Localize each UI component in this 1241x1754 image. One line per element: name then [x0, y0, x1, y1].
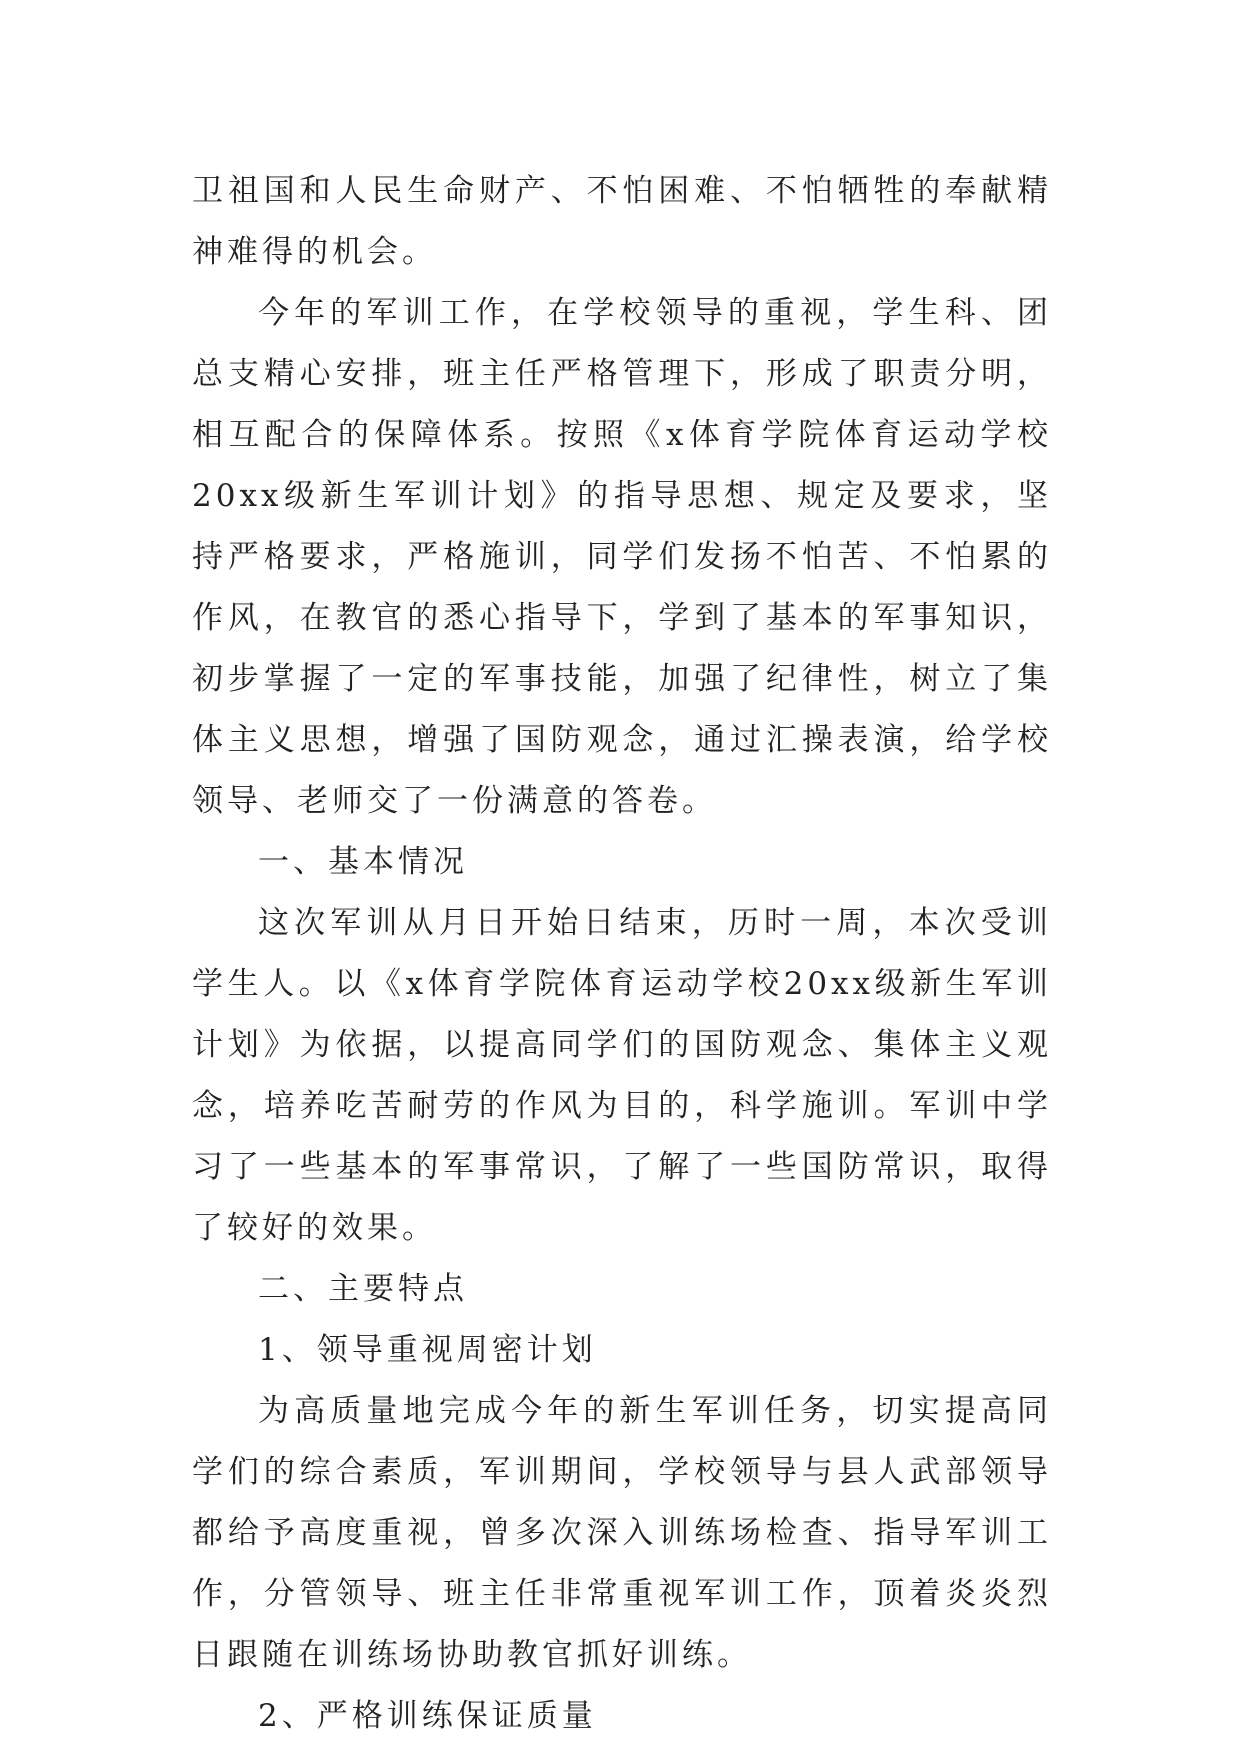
paragraph-basic-situation: 这次军训从月日开始日结束，历时一周，本次受训学生人。以《x体育学院体育运动学校20xx级新生军训计划》为依据，以提高同学们的国防观念、集体主义观念，培养吃苦耐劳的作风为目的，科学施训。军训中学习了一些基本的军事常识，了解了一些国防常识，取得了较好的效果。 [192, 905, 1052, 1246]
paragraph-leadership: 为高质量地完成今年的新生军训任务，切实提高同学们的综合素质，军训期间，学校领导与县人武部领导都给予高度重视，曾多次深入训练场检查、指导军训工作，分管领导、班主任非常重视军训工作，顶着炎炎烈日跟随在训练场协助教官抓好训练。 [192, 1393, 1052, 1673]
subheading-leadership: 1、领导重视周密计划 [258, 1332, 597, 1368]
section-heading-basic: 一、基本情况 [258, 844, 468, 880]
subheading-training-quality: 2、严格训练保证质量 [258, 1698, 597, 1734]
paragraph-continuation: 卫祖国和人民生命财产、不怕困难、不怕牺牲的奉献精神难得的机会。 [192, 173, 1052, 270]
paragraph-intro: 今年的军训工作，在学校领导的重视，学生科、团总支精心安排，班主任严格管理下，形成了职责分明，相互配合的保障体系。按照《x体育学院体育运动学校20xx级新生军训计划》的指导思想、规定及要求，坚持严格要求，严格施训，同学们发扬不怕苦、不怕累的作风，在教官的悉心指导下，学到了基本的军事知识，初步掌握了一定的军事技能，加强了纪律性，树立了集体主义思想，增强了国防观念，通过汇操表演，给学校领导、老师交了一份满意的答卷。 [192, 295, 1052, 819]
section-heading-features: 二、主要特点 [258, 1271, 468, 1307]
document-body [192, 161, 1052, 1747]
